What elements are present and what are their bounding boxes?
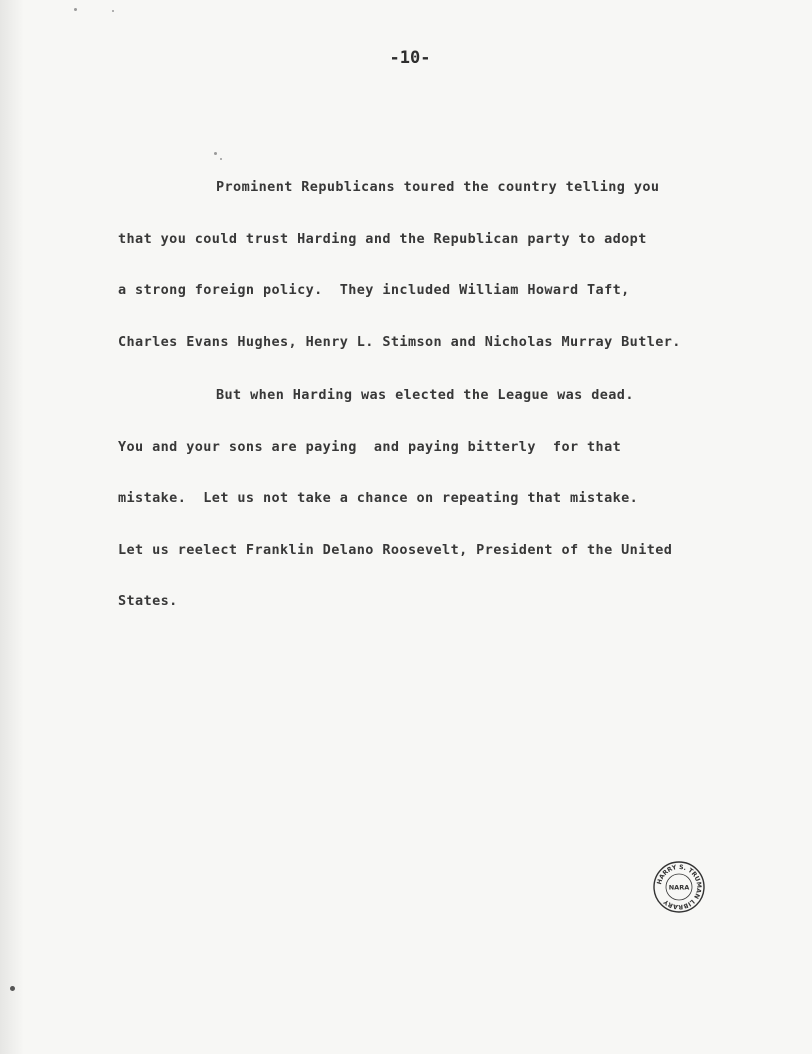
paper-speck — [214, 152, 217, 155]
text-line: Charles Evans Hughes, Henry L. Stimson and Nicholas Murray Butler. — [118, 333, 681, 350]
text-line: mistake. Let us not take a chance on repeating that mistake. — [118, 490, 639, 506]
edge-mark — [10, 986, 15, 991]
paper-speck — [74, 8, 77, 11]
paragraph-1 — [118, 175, 758, 381]
page-number: -10- — [389, 48, 431, 68]
stamp-ring-text: HARRY S. TRUMAN LIBRARY — [656, 863, 703, 911]
text-line: a strong foreign policy. They included William Howard Taft, — [118, 282, 630, 298]
paragraph-2 — [118, 383, 758, 641]
paper-speck — [220, 158, 222, 160]
text-line: But when Harding was elected the League was dead. — [216, 387, 634, 403]
text-line: States. — [118, 593, 178, 609]
library-stamp — [652, 860, 706, 914]
text-line: that you could trust Harding and the Republican party to adopt — [118, 230, 647, 247]
text-line: You and your sons are paying and paying bitterly for that — [118, 438, 622, 455]
text-line: Let us reelect Franklin Delano Roosevelt, President of the United — [118, 541, 673, 558]
text-line: Prominent Republicans toured the country telling you — [216, 179, 660, 195]
stamp-center-text: NARA — [668, 883, 690, 892]
paper-speck — [112, 10, 114, 12]
